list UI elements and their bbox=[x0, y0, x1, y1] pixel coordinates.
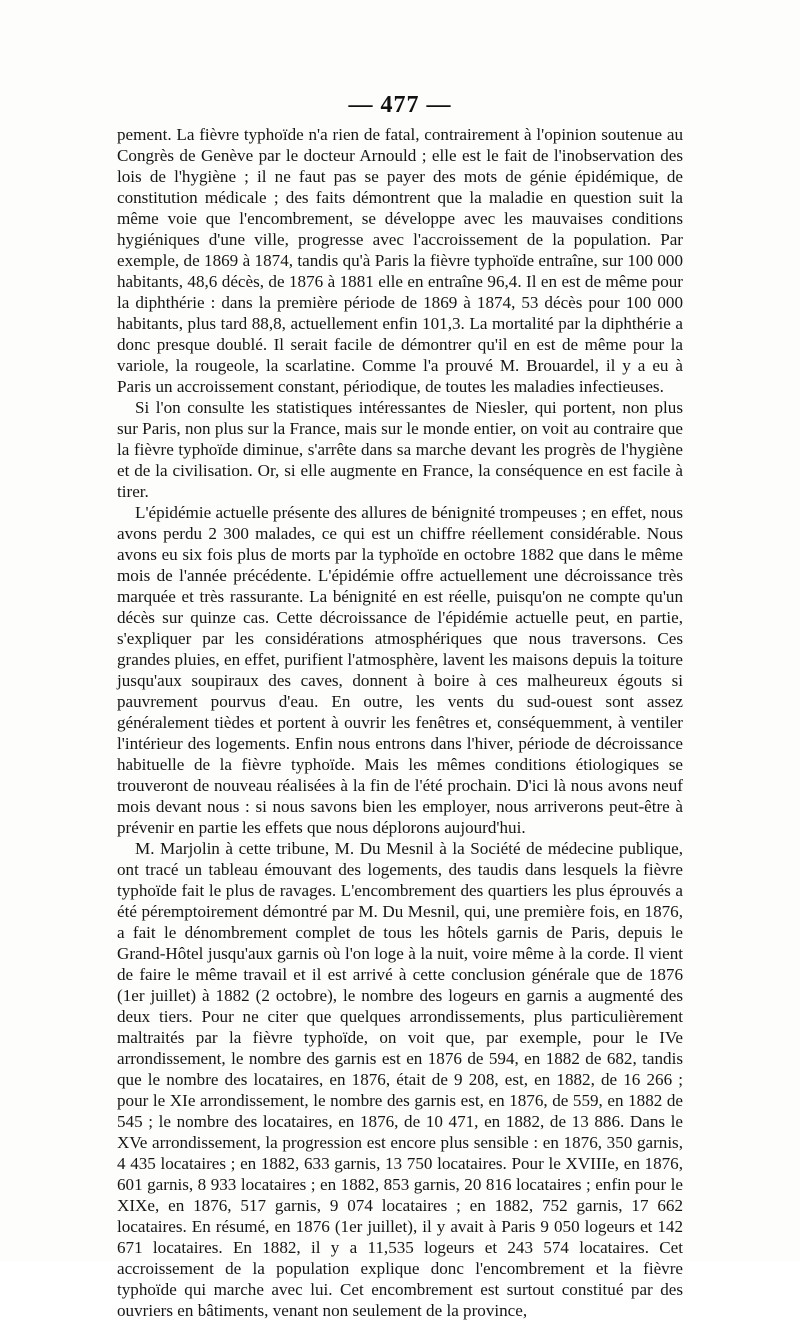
body-text bbox=[117, 124, 683, 1321]
paragraph-1: pement. La fièvre typhoïde n'a rien de fatal, contrairement à l'opinion soutenue au Congrès de Genève par le docteur Arnould ; elle est le fait de l'inobservation des lois de l'hygiène ; il ne faut pas se payer des mots de génie épidémique, de constitution médicale ; des faits démontrent que la maladie en question suit la même voie que l'encombrement, se développe avec les mauvaises conditions hygiéniques d'une ville, progresse avec l'accroissement de la population. Par exemple, de 1869 à 1874, tandis qu'à Paris la fièvre typhoïde entraîne, sur 100 000 habitants, 48,6 décès, de 1876 à 1881 elle en entraîne 96,4. Il en est de même pour la diphthérie : dans la première période de 1869 à 1874, 53 décès pour 100 000 habitants, plus tard 88,8, actuellement enfin 101,3. La mortalité par la diphthérie a donc presque doublé. Il serait facile de démontrer qu'il en est de même pour la variole, la rougeole, la scarlatine. Comme l'a prouvé M. Brouardel, il y a eu à Paris un accroissement constant, périodique, de toutes les maladies infectieuses. bbox=[117, 125, 683, 396]
page-number: — 477 — bbox=[348, 92, 452, 118]
paragraph-3: L'épidémie actuelle présente des allures de bénignité trompeuses ; en effet, nous avons perdu 2 300 malades, ce qui est un chiffre réellement considérable. Nous avons eu six fois plus de morts par la typhoïde en octobre 1882 que dans le même mois de l'année précédente. L'épidémie offre actuellement une décroissance très marquée et très rassurante. La bénignité en est réelle, puisqu'on ne compte qu'un décès sur quinze cas. Cette décroissance de l'épidémie actuelle peut, en partie, s'expliquer par les considérations atmosphériques que nous traversons. Ces grandes pluies, en effet, purifient l'atmosphère, lavent les maisons depuis la toiture jusqu'aux soupiraux des caves, donnent à boire à ces malheureux égouts si pauvrement pourvus d'eau. En outre, les vents du sud-ouest sont assez généralement tièdes et portent à ouvrir les fenêtres et, conséquemment, à ventiler l'intérieur des logements. Enfin nous entrons dans l'hiver, période de décroissance habituelle de la fièvre typhoïde. Mais les mêmes conditions étiologiques se trouveront de nouveau réalisées à la fin de l'été prochain. D'ici là nous avons neuf mois devant nous : si nous savons bien les employer, nous arriverons peut-être à prévenir en partie les effets que nous déplorons aujourd'hui. bbox=[117, 503, 683, 837]
paragraph-2: Si l'on consulte les statistiques intéressantes de Niesler, qui portent, non plus sur Paris, non plus sur la France, mais sur le monde entier, on voit au contraire que la fièvre typhoïde diminue, s'arrête dans sa marche devant les progrès de l'hygiène et de la civilisation. Or, si elle augmente en France, la conséquence en est facile à tirer. bbox=[117, 398, 683, 501]
paragraph-4: M. Marjolin à cette tribune, M. Du Mesnil à la Société de médecine publique, ont tracé un tableau émouvant des logements, des taudis dans lesquels la fièvre typhoïde fait le plus de ravages. L'encombrement des quartiers les plus éprouvés a été péremptoirement démontré par M. Du Mesnil, qui, une première fois, en 1876, a fait le dénombrement complet de tous les hôtels garnis de Paris, depuis le Grand-Hôtel jusqu'aux garnis où l'on loge à la nuit, voire même à la corde. Il vient de faire le même travail et il est arrivé à cette conclusion générale que de 1876 (1er juillet) à 1882 (2 octobre), le nombre des logeurs en garnis a augmenté des deux tiers. Pour ne citer que quelques arrondissements, plus particulièrement maltraités par la fièvre typhoïde, on voit que, par exemple, pour le IVe arrondissement, le nombre des garnis est en 1876 de 594, en 1882 de 682, tandis que le nombre des locataires, en 1876, était de 9 208, est, en 1882, de 16 266 ; pour le XIe arrondissement, le nombre des garnis est, en 1876, de 559, en 1882 de 545 ; le nombre des locataires, en 1876, de 10 471, en 1882, de 13 886. Dans le XVe arrondissement, la progression est encore plus sensible : en 1876, 350 garnis, 4 435 locataires ; en 1882, 633 garnis, 13 750 locataires. Pour le XVIIIe, en 1876, 601 garnis, 8 933 locataires ; en 1882, 853 garnis, 20 816 locataires ; enfin pour le XIXe, en 1876, 517 garnis, 9 074 locataires ; en 1882, 752 garnis, 17 662 locataires. En résumé, en 1876 (1er juillet), il y avait à Paris 9 050 logeurs et 142 671 locataires. En 1882, il y a 11,535 logeurs et 243 574 locataires. Cet accroissement de la population explique donc l'encombrement et la fièvre typhoïde qui marche avec lui. Cet encombrement est surtout constitué par des ouvriers en bâtiments, venant non seulement de la province, bbox=[117, 839, 683, 1320]
